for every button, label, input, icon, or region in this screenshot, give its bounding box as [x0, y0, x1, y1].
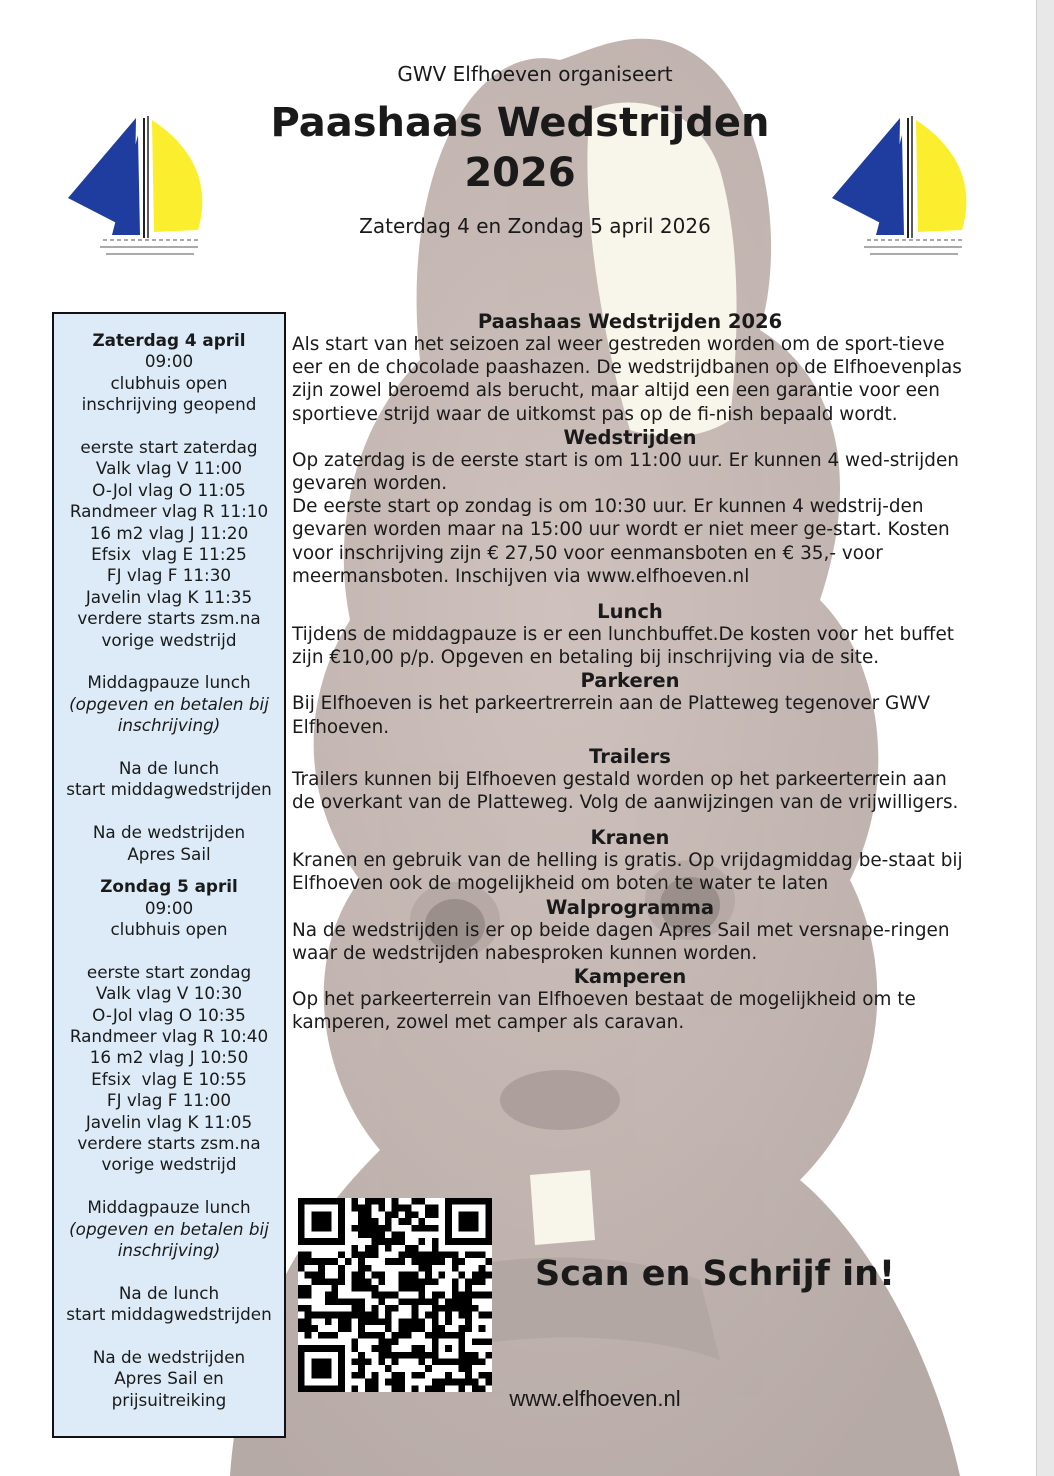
schedule-line: Na de wedstrijden: [92, 822, 246, 843]
page-title: [230, 98, 810, 198]
schedule-line: Efsix vlag E 11:25: [91, 544, 247, 565]
section-heading: Lunch: [597, 600, 663, 624]
schedule-line: start middagwedstrijden: [66, 1304, 272, 1325]
schedule-line: Efsix vlag E 10:55: [91, 1068, 247, 1089]
section-paragraph: Op zaterdag is de eerste start is om 11:00 uur. Er kunnen 4 wed-strijden gevaren worden.: [292, 449, 959, 495]
schedule-line: Middagpauze lunch: [87, 1197, 251, 1218]
section-paragraph: De eerste start op zondag is om 10:30 uur. Er kunnen 4 wedstrij-den gevaren worden maar na 15:00 uur wordt er niet meer ge-start. Kosten voor inschrijving zijn € 27,50 voor eenmansboten en € 35,- voor meermansboten. Inschijven via www.elfhoeven.nl: [292, 496, 950, 587]
schedule-line: Randmeer vlag R 10:40: [69, 1025, 269, 1046]
schedule-line: (opgeven en betalen bij: [69, 693, 269, 714]
section-paragraph: Tijdens de middagpauze is er een lunchbuffet.De kosten voor het buffet zijn €10,00 p/p. Opgeven en betaling bij inschrijving via de site.: [292, 624, 954, 669]
schedule-line: [54, 737, 284, 758]
schedule-line: Javelin vlag K 11:05: [85, 1111, 253, 1132]
schedule-line: Na de lunch: [118, 758, 220, 779]
schedule-line: Zondag 5 april: [100, 876, 238, 897]
section: [292, 426, 968, 588]
schedule-line: 16 m2 vlag J 11:20: [89, 522, 249, 543]
schedule-line: Valk vlag V 10:30: [95, 983, 243, 1004]
section-paragraph: Op het parkeerterrein van Elfhoeven bestaat de mogelijkheid om te kamperen, zowel met camper als caravan.: [292, 989, 916, 1034]
schedule-line: [54, 651, 284, 672]
website-link[interactable]: www.elfhoeven.nl: [509, 1386, 681, 1411]
section-paragraph: Kranen en gebruik van de helling is gratis. Op vrijdagmiddag be-staat bij Elfhoeven ook de mogelijkheid om boten te water te laten: [292, 850, 963, 895]
page-edge: [1036, 0, 1054, 1476]
section: [292, 310, 968, 426]
section-heading: Kranen: [590, 826, 670, 850]
event-dates: Zaterdag 4 en Zondag 5 april 2026: [359, 214, 711, 238]
schedule-line: Apres Sail en: [114, 1368, 224, 1389]
main-content: [292, 310, 968, 1034]
schedule-line: [54, 940, 284, 961]
sailboat-logo-icon: [48, 110, 218, 260]
schedule-line: (opgeven en betalen bij: [69, 1218, 269, 1239]
section-paragraph: Als start van het seizoen zal weer gestreden worden om de sport-tieve eer en de chocolade paashazen. De wedstrijdbanen op de Elfhoevenplas zijn zowel beroemd als berucht, maar altijd een een garantie voor een sportieve strijd waar de uitkomst pas op de fi-nish bepaald wordt.: [292, 334, 962, 425]
sailboat-logo-icon: [812, 110, 982, 260]
organizer-line: GWV Elfhoeven organiseert: [397, 62, 673, 86]
section-heading: Parkeren: [580, 669, 680, 693]
schedule-line: eerste start zaterdag: [80, 437, 258, 458]
schedule-line: [54, 1326, 284, 1347]
schedule-line: inschrijving): [117, 715, 221, 736]
schedule-line: eerste start zondag: [86, 961, 252, 982]
schedule-line: verdere starts zsm.na: [77, 608, 261, 629]
section-heading: Paashaas Wedstrijden 2026: [477, 310, 783, 333]
schedule-line: Zaterdag 4 april: [92, 330, 246, 350]
schedule-line: FJ vlag F 11:00: [106, 1090, 232, 1111]
schedule-line: FJ vlag F 11:30: [106, 565, 232, 586]
section: [292, 826, 968, 895]
section-paragraph: Na de wedstrijden is er op beide dagen Apres Sail met versnape-ringen waar de wedstrijden nabesproken kunnen worden.: [292, 919, 950, 964]
schedule-line: [54, 416, 284, 437]
schedule-line: Apres Sail: [127, 843, 211, 864]
section: [292, 669, 968, 738]
section: [292, 965, 968, 1034]
section-heading: Trailers: [589, 744, 671, 768]
section: [292, 600, 968, 669]
schedule-line: Randmeer vlag R 11:10: [69, 501, 269, 522]
schedule-line: prijsuitreiking: [111, 1389, 227, 1410]
qr-code-icon[interactable]: [298, 1198, 492, 1392]
section-heading: Kamperen: [573, 965, 687, 989]
scan-call-to-action: Scan en Schrijf in!: [535, 1254, 895, 1294]
schedule-line: Javelin vlag K 11:35: [85, 586, 253, 607]
schedule-line: vorige wedstrijd: [101, 1154, 237, 1175]
title-line-2: 2026: [464, 150, 576, 196]
schedule-sidebar: [52, 312, 286, 1438]
schedule-line: clubhuis open: [110, 372, 228, 393]
schedule-line: 09:00: [144, 897, 194, 918]
schedule-line: Na de wedstrijden: [92, 1346, 246, 1367]
schedule-line: O-Jol vlag O 11:05: [92, 479, 246, 500]
schedule-line: Middagpauze lunch: [87, 672, 251, 693]
schedule-line: verdere starts zsm.na: [77, 1132, 261, 1153]
schedule-line: [54, 1176, 284, 1197]
schedule-line: 09:00: [144, 351, 194, 372]
section-paragraph: Trailers kunnen bij Elfhoeven gestald worden op het parkeerterrein aan de overkant van de Platteweg. Volg de aanwijzingen van de vrijwilligers.: [292, 768, 959, 814]
schedule-line: start middagwedstrijden: [66, 779, 272, 800]
section-paragraph: Bij Elfhoeven is het parkeertrerrein aan de Platteweg tegenover GWV Elfhoeven.: [292, 693, 931, 738]
section-heading: Wedstrijden: [563, 425, 697, 449]
schedule-line: inschrijving geopend: [81, 394, 257, 415]
schedule-line: [54, 801, 284, 822]
schedule-line: 16 m2 vlag J 10:50: [89, 1047, 249, 1068]
schedule-line: Valk vlag V 11:00: [95, 458, 243, 479]
schedule-line: clubhuis open: [110, 918, 228, 939]
schedule-line: O-Jol vlag O 10:35: [92, 1004, 246, 1025]
title-line-1: Paashaas Wedstrijden: [270, 100, 770, 146]
schedule-line: [54, 1261, 284, 1282]
schedule-line: vorige wedstrijd: [101, 629, 237, 650]
section: [292, 745, 968, 814]
schedule-line: Na de lunch: [118, 1282, 220, 1303]
section-heading: Walprogramma: [545, 895, 715, 919]
section: [292, 896, 968, 965]
schedule-line: inschrijving): [117, 1239, 221, 1260]
